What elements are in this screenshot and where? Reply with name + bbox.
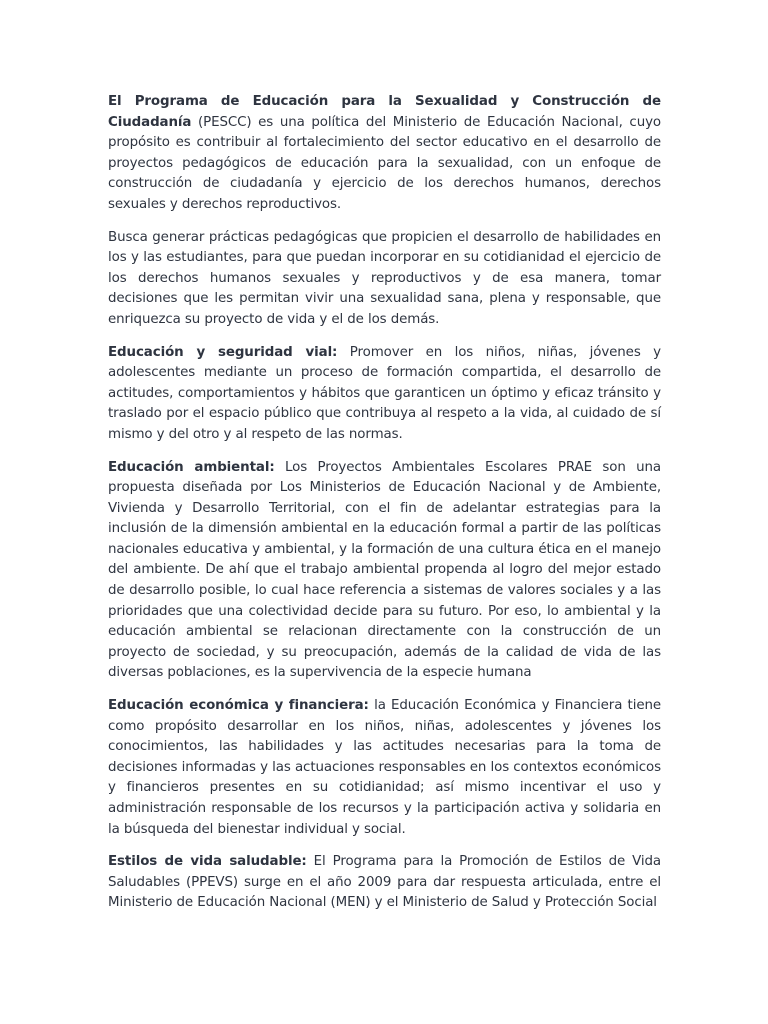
paragraph-heading: Educación ambiental:	[108, 459, 275, 475]
paragraph-ambiental	[108, 458, 661, 685]
document-page	[108, 92, 661, 926]
paragraph-heading: Educación económica y financiera:	[108, 698, 369, 714]
paragraph-heading: Educación y seguridad vial:	[108, 344, 338, 360]
paragraph-body: Los Proyectos Ambientales Escolares PRAE son una propuesta diseñada por Los Ministerios de Educación Nacional y de Ambiente, Vivienda y Desarrollo Territorial, con el fin de adelantar estrategias para la inclusión de la dimensión ambiental en la educación formal a partir de las políticas nacionales educativa y ambiental, y la formación de una cultura ética en el manejo del ambiente. De ahí que el trabajo ambiental propenda al logro del mejor estado de desarrollo posible, lo cual hace referencia a sistemas de valores sociales y a las prioridades que una colectividad decide para su futuro. Por eso, lo ambiental y la educación ambiental se relacionan directamente con la construcción de un proyecto de sociedad, y su preocupación, además de la calidad de vida de las diversas poblaciones, es la supervivencia de la especie humana	[108, 459, 661, 681]
paragraph-body: Busca generar prácticas pedagógicas que propicien el desarrollo de habilidades en los y las estudiantes, para que puedan incorporar en su cotidianidad el ejercicio de los derechos humanos sexuales y reproductivos y de esa manera, tomar decisiones que les permitan vivir una sexualidad sana, plena y responsable, que enriquezca su proyecto de vida y el de los demás.	[108, 229, 661, 327]
paragraph-body: la Educación Económica y Financiera tiene como propósito desarrollar en los niños, niñas, adolescentes y jóvenes los conocimientos, las habilidades y las actitudes necesarias para la toma de decisiones informadas y las actuaciones responsables en los contextos económicos y financieros presentes en su cotidianidad; así mismo incentivar el uso y administración responsable de los recursos y la participación activa y solidaria en la búsqueda del bienestar individual y social.	[108, 698, 661, 837]
paragraph-seguridad-vial	[108, 343, 661, 446]
paragraph-pescc	[108, 92, 661, 216]
paragraph-practicas	[108, 228, 661, 331]
paragraph-body: Promover en los niños, niñas, jóvenes y adolescentes mediante un proceso de formación compartida, el desarrollo de actitudes, comportamientos y hábitos que garanticen un óptimo y eficaz tránsito y traslado por el espacio público que contribuya al respeto a la vida, al cuidado de sí mismo y del otro y al respeto de las normas.	[108, 344, 661, 442]
paragraph-heading: El Programa de Educación para la Sexualidad y Construcción de Ciudadanía	[108, 94, 661, 130]
paragraph-heading: Estilos de vida saludable:	[108, 854, 307, 870]
paragraph-estilos-vida	[108, 852, 661, 914]
paragraph-economica	[108, 696, 661, 840]
paragraph-body: El Programa para la Promoción de Estilos de Vida Saludables (PPEVS) surge en el año 2009 para dar respuesta articulada, entre el Ministerio de Educación Nacional (MEN) y el Ministerio de Salud y Protección Social	[108, 854, 661, 911]
paragraph-body: (PESCC) es una política del Ministerio de Educación Nacional, cuyo propósito es contribuir al fortalecimiento del sector educativo en el desarrollo de proyectos pedagógicos de educación para la sexualidad, con un enfoque de construcción de ciudadanía y ejercicio de los derechos humanos, derechos sexuales y derechos reproductivos.	[108, 114, 661, 212]
